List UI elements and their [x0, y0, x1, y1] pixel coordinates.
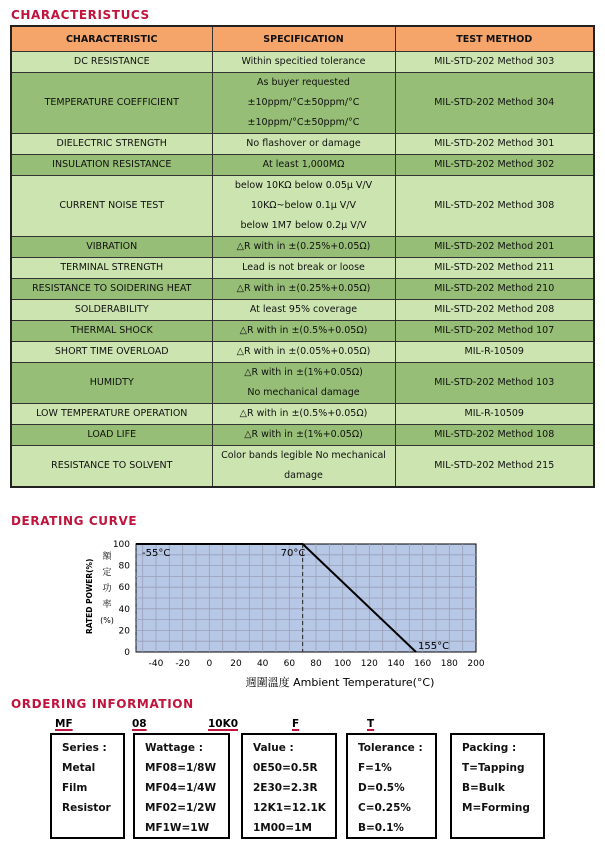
y-tick-label: 0: [124, 648, 130, 658]
x-axis: [149, 659, 485, 669]
x-tick-label: -20: [175, 659, 191, 669]
code-value: 10K0: [208, 718, 239, 730]
characteristic-cell: HUMIDTY: [11, 363, 212, 404]
box-line: Resistor: [62, 802, 111, 814]
derating-title: DERATING CURVE: [11, 514, 138, 528]
table-row: [11, 425, 594, 446]
y-axis-label-cn: 功: [102, 584, 112, 594]
y-axis: [113, 540, 130, 658]
x-tick-label: 80: [310, 659, 322, 669]
table-row: [11, 176, 594, 237]
specification-cell: Within specitied tolerance: [212, 52, 395, 73]
characteristic-cell: VIBRATION: [11, 237, 212, 258]
box-line: 1M00=1M: [253, 822, 312, 834]
table-row: [11, 134, 594, 155]
test-method-cell: MIL-STD-202 Method 201: [395, 237, 594, 258]
box-heading: Tolerance :: [358, 742, 423, 754]
x-tick-label: 20: [230, 659, 242, 669]
code-packing: T: [367, 718, 375, 730]
characteristic-cell: DIELECTRIC STRENGTH: [11, 134, 212, 155]
characteristic-cell: LOW TEMPERATURE OPERATION: [11, 404, 212, 425]
wattage-box: [133, 733, 230, 839]
column-header: TEST METHOD: [395, 26, 594, 52]
characteristics-table: [10, 25, 595, 488]
specification-cell: No flashover or damage: [212, 134, 395, 155]
characteristic-cell: TERMINAL STRENGTH: [11, 258, 212, 279]
box-line: B=Bulk: [462, 782, 505, 794]
box-line: MF02=1/2W: [145, 802, 217, 814]
characteristics-title: CHARACTERISTUCS: [11, 8, 150, 22]
code-series: MF: [55, 718, 73, 730]
y-tick-label: 20: [118, 626, 130, 637]
table-row: [11, 237, 594, 258]
table-row: [11, 258, 594, 279]
table-header-row: [11, 26, 594, 52]
specification-cell: △R with in ±(0.25%+0.05Ω): [212, 279, 395, 300]
annotation-label: 155°C: [418, 641, 450, 652]
test-method-cell: MIL-STD-202 Method 103: [395, 363, 594, 404]
y-tick-label: 100: [112, 540, 130, 550]
table-row: [11, 363, 594, 404]
code-wattage: 08: [132, 718, 147, 730]
x-tick-label: 120: [360, 659, 378, 669]
box-line: M=Forming: [462, 802, 530, 814]
test-method-cell: MIL-STD-202 Method 302: [395, 155, 594, 176]
box-line: Metal: [62, 762, 96, 774]
test-method-cell: MIL-STD-202 Method 211: [395, 258, 594, 279]
x-tick-label: 0: [206, 659, 213, 669]
box-line: 2E30=2.3R: [253, 782, 318, 794]
tolerance-box: [346, 733, 437, 839]
x-tick-label: 140: [387, 659, 405, 669]
x-tick-label: 40: [256, 659, 269, 669]
value-box: [241, 733, 337, 839]
series-box: [50, 733, 125, 839]
specification-cell: below 10KΩ below 0.05µ V/V 10KΩ~below 0.1µ V/V below 1M7 below 0.2µ V/V: [212, 176, 395, 237]
box-heading: Packing :: [462, 742, 517, 754]
box-line: B=0.1%: [358, 822, 404, 834]
characteristic-cell: RESISTANCE TO SOIDERING HEAT: [11, 279, 212, 300]
box-line: D=0.5%: [358, 782, 405, 794]
annotation-label: -55°C: [142, 548, 171, 559]
x-axis-label: 週圍溫度 Ambient Temperature(°C): [245, 676, 435, 689]
test-method-cell: MIL-STD-202 Method 107: [395, 321, 594, 342]
table-row: [11, 279, 594, 300]
x-tick-label: 60: [283, 659, 296, 669]
x-tick-label: 100: [334, 659, 352, 669]
table-row: [11, 342, 594, 363]
specification-cell: △R with in ±(0.05%+0.05Ω): [212, 342, 395, 363]
y-axis-label-cn: 率: [102, 600, 112, 610]
packing-box: [450, 733, 545, 839]
y-axis-label-cn: (%): [100, 616, 114, 625]
test-method-cell: MIL-STD-202 Method 215: [395, 446, 594, 488]
specification-cell: △R with in ±(1%+0.05Ω): [212, 425, 395, 446]
x-tick-label: 180: [440, 659, 458, 669]
specification-cell: △R with in ±(0.5%+0.05Ω): [212, 404, 395, 425]
specification-cell: At least 1,000MΩ: [212, 155, 395, 176]
y-axis-label-cn: 定: [102, 568, 112, 578]
box-line: Film: [62, 782, 88, 794]
table-row: [11, 73, 594, 134]
y-axis-label-cn: 額: [102, 552, 112, 562]
specification-cell: As buyer requested ±10ppm/°C±50ppm/°C ±10ppm/°C±50ppm/°C: [212, 73, 395, 134]
test-method-cell: MIL-STD-202 Method 210: [395, 279, 594, 300]
y-tick-label: 60: [118, 583, 130, 594]
code-tolerance: F: [292, 718, 300, 730]
test-method-cell: MIL-R-10509: [395, 404, 594, 425]
test-method-cell: MIL-R-10509: [395, 342, 594, 363]
box-line: 0E50=0.5R: [253, 762, 318, 774]
box-line: MF08=1/8W: [145, 762, 217, 774]
table-row: [11, 321, 594, 342]
table-row: [11, 52, 594, 73]
box-heading: Value :: [253, 742, 294, 754]
y-axis-label: RATED POWER(%): [85, 558, 94, 634]
characteristic-cell: LOAD LIFE: [11, 425, 212, 446]
characteristic-cell: RESISTANCE TO SOLVENT: [11, 446, 212, 488]
y-tick-label: 80: [118, 561, 130, 572]
specification-cell: Lead is not break or loose: [212, 258, 395, 279]
specification-cell: △R with in ±(1%+0.05Ω) No mechanical damage: [212, 363, 395, 404]
table-row: [11, 404, 594, 425]
box-line: 12K1=12.1K: [253, 802, 326, 814]
x-tick-label: -40: [148, 659, 164, 669]
characteristic-cell: CURRENT NOISE TEST: [11, 176, 212, 237]
box-line: MF1W=1W: [145, 822, 210, 834]
test-method-cell: MIL-STD-202 Method 108: [395, 425, 594, 446]
derating-chart: [80, 534, 500, 692]
characteristic-cell: TEMPERATURE COEFFICIENT: [11, 73, 212, 134]
characteristic-cell: DC RESISTANCE: [11, 52, 212, 73]
column-header: SPECIFICATION: [212, 26, 395, 52]
test-method-cell: MIL-STD-202 Method 304: [395, 73, 594, 134]
characteristic-cell: THERMAL SHOCK: [11, 321, 212, 342]
table-row: [11, 446, 594, 488]
test-method-cell: MIL-STD-202 Method 308: [395, 176, 594, 237]
specification-cell: At least 95% coverage: [212, 300, 395, 321]
specification-cell: Color bands legible No mechanical damage: [212, 446, 395, 488]
specification-cell: △R with in ±(0.25%+0.05Ω): [212, 237, 395, 258]
column-header: CHARACTERISTIC: [11, 26, 212, 52]
box-line: F=1%: [358, 762, 392, 774]
box-line: C=0.25%: [358, 802, 411, 814]
box-heading: Wattage :: [145, 742, 203, 754]
test-method-cell: MIL-STD-202 Method 303: [395, 52, 594, 73]
box-heading: Series :: [62, 742, 107, 754]
y-tick-label: 40: [118, 604, 130, 615]
characteristic-cell: SOLDERABILITY: [11, 300, 212, 321]
test-method-cell: MIL-STD-202 Method 301: [395, 134, 594, 155]
characteristic-cell: INSULATION RESISTANCE: [11, 155, 212, 176]
test-method-cell: MIL-STD-202 Method 208: [395, 300, 594, 321]
x-tick-label: 200: [467, 659, 485, 669]
characteristic-cell: SHORT TIME OVERLOAD: [11, 342, 212, 363]
table-row: [11, 155, 594, 176]
ordering-title: ORDERING INFORMATION: [11, 697, 194, 711]
box-line: T=Tapping: [462, 762, 525, 774]
table-row: [11, 300, 594, 321]
specification-cell: △R with in ±(0.5%+0.05Ω): [212, 321, 395, 342]
annotation-label: 70°C: [280, 548, 306, 559]
box-line: MF04=1/4W: [145, 782, 217, 794]
x-tick-label: 160: [414, 659, 432, 669]
